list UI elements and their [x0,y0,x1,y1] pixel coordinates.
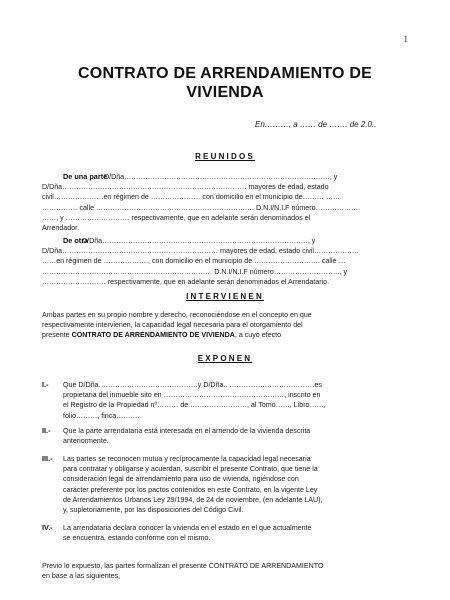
document-title [0,64,450,102]
parte2-line: D/Dña………………………………………………………… mayores de edad, estado civil………………. [42,247,359,256]
closing-line: en base a las siguientes, [42,572,121,581]
exponen-item-1 [63,380,410,421]
reunidos-heading: REUNIDOS [195,152,255,161]
item-number: I.- [42,380,49,389]
parte1-line: Arrendador. [42,224,80,233]
intervienen-paragraph [42,310,410,341]
page-number: 1 [403,34,408,44]
date-line: En………, a …… de ……. de 2.0.. [255,120,377,129]
parte2-line: D/Dña……………………………………………………………………………, y [82,237,316,245]
item-number: II.- [42,426,51,435]
exponen-item-3 [63,454,410,515]
item-line: para contratar y obligarse y acuerdan, suscribir el presente Contrato, que tiene la [63,465,318,474]
intervienen-pre: presente [42,331,72,340]
intervienen-line: respectivamente intervienen, la capacidad legal necesaria para el otorgamiento del [42,321,303,330]
exponen-item-2 [63,426,410,446]
intervienen-line: Ambas partes en su propio nombre y derecho, reconociéndose en el concepto en que [42,311,312,319]
item-line: Que D/Dña……………………………………y D/Dña.. ………………………………es [63,381,322,389]
item-line: Que la parte arrendataria está interesada en el arriendo de la vivienda descrita [63,427,311,435]
item-line: carácter preferente por los pactos contenidos en este Contrato, en la vigente Ley [63,485,318,494]
parte1-label: De una parte [63,172,108,181]
parte2-line: ……………………… respectivamente, que en adelante serán denominados el Arrendatario. [42,277,330,286]
item-line: Las partes se reconocen mutua y recíprocamente la capacidad legal necesaria [63,455,311,463]
item-line: y, supletoriamente, por las disposiciones del Código Civil. [63,506,244,515]
item-number: III.- [42,454,53,463]
title-line-2: VIVIENDA [186,84,264,101]
item-line: propietaria del inmueble sito en ……………………………………………, inscrito en [63,391,321,400]
parte2-paragraph [42,236,410,287]
title-line-1: CONTRATO DE ARRENDAMIENTO DE [78,65,372,82]
parte2-line: ……………………………………………………………… D.N.I/N.I.F número………………………., y [42,267,348,276]
parte1-line: D/Dña……………………………………………………………………………, y [104,173,338,181]
exponen-heading: EXPONEN [197,354,253,363]
item-line: el Registro de la Propiedad nº……… de ……………………, al Tomo……, Libro……, [63,401,326,410]
exponen-item-4 [63,523,410,543]
parte1-line: …………… calle ……………………………………………………….… D.N.I/N.I.F número………………. [42,203,361,212]
parte1-paragraph [42,172,410,233]
item-line: folio………, finca………. [63,411,140,420]
item-line: consideración legal de arrendamiento para uso de vivienda, rigiéndose con [63,475,299,484]
parte1-line: civil…………………en régimen de ………………… con domicilio en el municipio de……… …… [42,193,341,202]
item-number: IV.- [42,523,53,532]
intervienen-post: , a cuyo efecto [234,331,282,340]
item-line: se encuentra, estando conforme con el mismo. [63,534,211,543]
intervienen-heading: INTERVIENEN [186,292,264,301]
item-line: La arrendataria declara conocer la vivienda en el estado en el que actualmente [63,524,312,532]
parte1-line: ……, y ……………………… respectivamente, que en adelante serán denominados el [42,213,311,222]
closing-line: Previo lo expuesto, las partes formalizan el presente CONTRATO DE ARRENDAMIENTO [42,562,324,570]
closing-paragraph [42,561,410,581]
item-line: anteriormente. [63,437,109,446]
parte2-line: ……en régimen de ………………., con domicilio en el municipio de ………………………. calle … [42,257,346,266]
parte2-label: De otra [63,236,89,245]
intervienen-line-last [42,330,410,340]
parte1-line: D/Dña…………………………………………………………………… mayores de edad, estado [42,183,329,192]
contract-name-bold: CONTRATO DE ARRENDAMIENTO DE VIVIENDA [71,331,235,340]
item-line: de Arrendamientos Urbanos Ley 29/1994, de 24 de noviembre, (en adelante LAU), [63,495,323,504]
